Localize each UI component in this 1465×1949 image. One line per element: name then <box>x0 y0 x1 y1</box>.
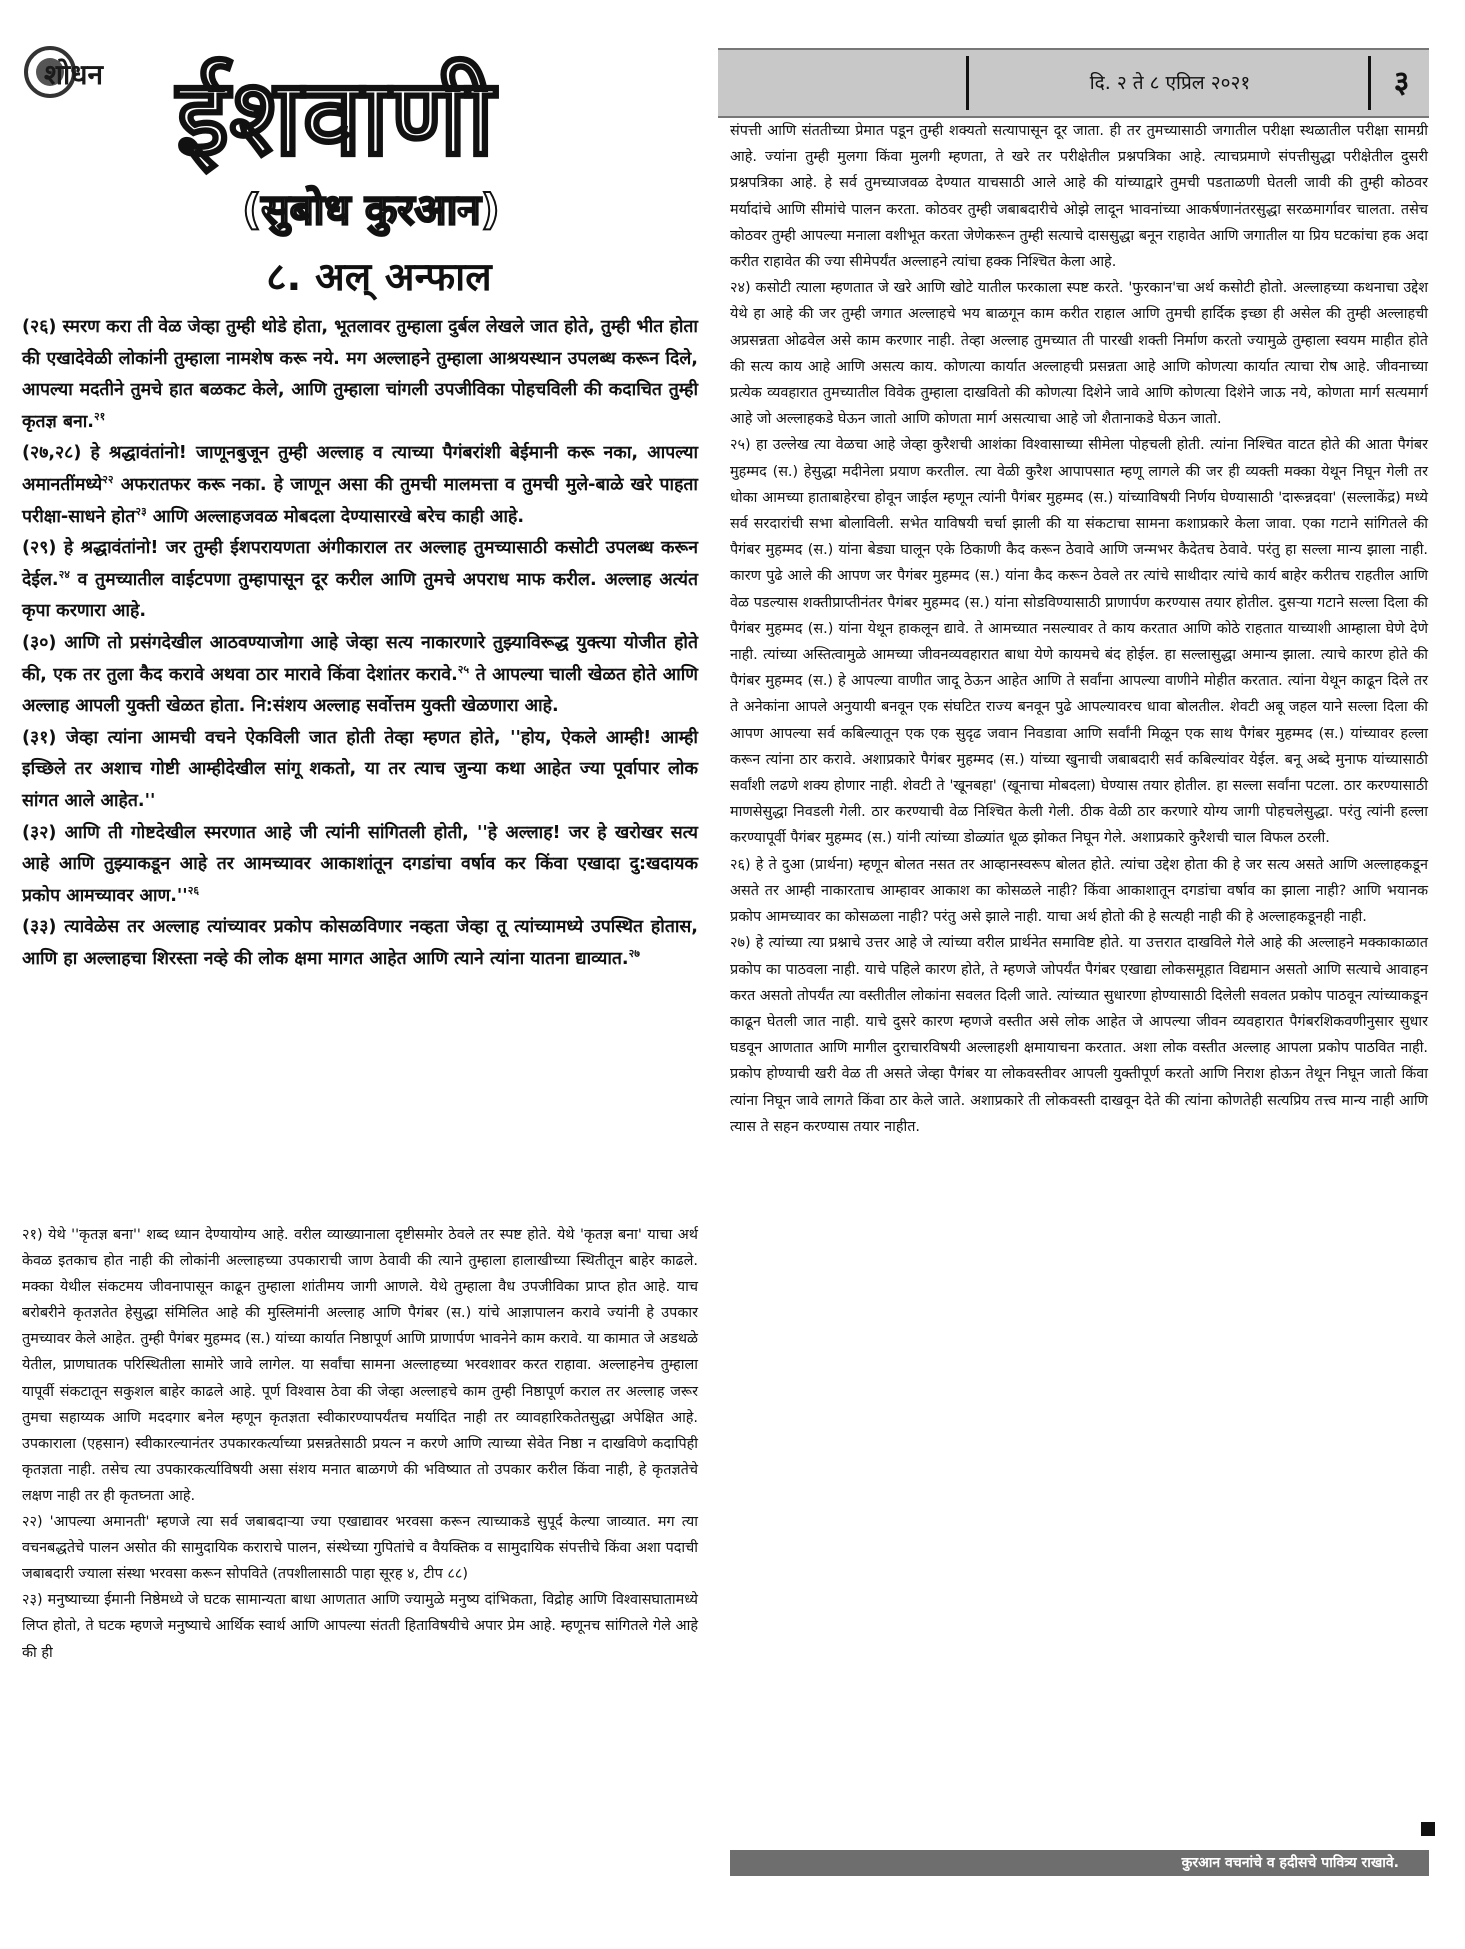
verse-text: (३२) आणि ती गोष्टदेखील स्मरणात आहे जी त्यांनी सांगितली होती, ''हे अल्लाह! जर हे खरोखर सत्य आहे आणि तुझ्याकडून आहे तर आमच्यावर आकाशांतून दगडांचा वर्षाव कर किंवा एखादा दु:खदायक प्रकोप आमच्यावर आण.'' <box>22 822 698 906</box>
footnote-paragraph: २३) मनुष्याच्या ईमानी निष्ठेमध्ये जे घटक सामान्यता बाधा आणतात आणि ज्यामुळे मनुष्य दांभिकता, विद्रोह आणि विश्वासघातामध्ये लिप्त होतो, ते घटक म्हणजे मनुष्याचे आर्थिक स्वार्थ आणि आपल्या संतती हिताविषयीचे अपार प्रेम आहे. म्हणूनच सांगितले गेले आहे की ही <box>22 1592 698 1661</box>
footnote-paragraph: २५) हा उल्लेख त्या वेळचा आहे जेव्हा कुरैशची आशंका विश्वासाच्या सीमेला पोहचली होती. त्यांना निश्चित वाटत होते की आता पैगंबर मुहम्मद (स.) हेसुद्धा मदीनेला प्रयाण करतील. त्या वेळी कुरैश आपापसात म्हणू लागले की जर ही व्यक्ती मक्का येथून निघून गेली तर धोका आमच्या हाताबाहेरचा होवून जाईल म्हणून त्यांनी पैगंबर मुहम्मद (स.) यांच्याविषयी निर्णय घेण्यासाठी 'दारून्नदवा' (सल्लाकेंद्र) मध्ये सर्व सरदारांची सभा बोलाविली. सभेत याविषयी चर्चा झाली की या संकटाचा सामना कशाप्रकारे केला जावा. एका गटाने सांगितले की पैगंबर मुहम्मद (स.) यांना बेड्या घालून एके ठिकाणी कैद करून ठेवावे आणि जन्मभर कैदेतच ठेवावे. परंतु हा सल्ला मान्य झाला नाही. कारण पुढे आले की आपण जर पैगंबर मुहम्मद (स.) यांना कैद करून ठेवले तर त्यांचे साथीदार त्यांचे कार्य बाहेर करीतच राहतील आणि वेळ पडल्यास शक्तीप्राप्तीनंतर पैगंबर मुहम्मद (स.) यांना सोडविण्यासाठी प्राणार्पण करण्यास तयार होतील. दुसऱ्या गटाने सल्ला दिला की पैगंबर मुहम्मद (स.) यांना येथून हाकलून द्यावे. ते आमच्यात नसल्यावर ते काय करतात आणि कोठे राहतात याच्याशी आम्हाला घेणे देणे नाही. त्यांच्या अस्तित्वामुळे आमच्या जीवनव्यवहारात बाधा येणे कायमचे बंद होईल. हा सल्लासुद्धा अमान्य झाला. त्याचे कारण होते की पैगंबर मुहम्मद (स.) हे आपल्या वाणीत जादू ठेऊन आहेत आणि ते सर्वांना आपल्या वाणीने मोहीत करतात. त्यांना येथून काढून दिले तर ते अनेकांना आपले अनुयायी बनवून एक संघटित राज्य बनवून पुढे आपल्यावरच धावा बोलतील. शेवटी अबू जहल याने सल्ला दिला की आपण आपल्या सर्व कबिल्यातून एक एक सुदृढ जवान निवडावा आणि सर्वांनी मिळून एक साथ पैगंबर मुहम्मद (स.) यांच्यावर हल्ला करून त्यांना ठार करावे. अशाप्रकारे पैगंबर मुहम्मद (स.) यांच्या खुनाची जबाबदारी सर्व कबिल्यांवर येईल. बनू अब्दे मुनाफ यांच्यासाठी सर्वांशी लढणे शक्य होणार नाही. शेवटी ते 'खूनबहा' (खूनाचा मोबदला) घेण्यास तयार होतील. हा सल्ला सर्वांना पटला. ठार करण्यासाठी माणसेसुद्धा निवडली गेली. ठार करण्याची वेळ निश्चित केली गेली. ठीक वेळी ठार करणारे योग्य जागी पोहचलेसुद्धा. परंतु त्यांनी हल्ला करण्यापूर्वी पैगंबर मुहम्मद (स.) यांनी त्यांच्या डोळ्यांत धूळ झोकत निघून गेले. अशाप्रकारे कुरैशची चाल विफल ठरली. <box>730 437 1428 847</box>
logo-text: शोधन <box>44 58 104 91</box>
footer-notice: कुरआन वचनांचे व हदीसचे पावित्र्य राखावे. <box>730 1850 1429 1876</box>
masthead-subtitle: (सुबोध कुरआन) <box>242 185 500 234</box>
footnotes-column <box>22 1222 698 1666</box>
footnote-ref: २५ <box>457 662 470 676</box>
verse-text: (२९) हे श्रद्धावंतांनो! जर तुम्ही ईशपरायणता अंगीकाराल तर अल्लाह तुमच्यासाठी कसोटी उपलब्ध करून देईल. <box>22 538 698 590</box>
verse-paragraph <box>22 438 698 533</box>
verses-column <box>22 312 698 975</box>
page-number: ३ <box>1393 65 1410 100</box>
header-divider <box>966 56 969 110</box>
issue-date: दि. २ ते ८ एप्रिल २०२१ <box>1089 72 1251 94</box>
footnote-paragraph: २४) कसोटी त्याला म्हणतात जे खरे आणि खोटे यातील फरकाला स्पष्ट करते. 'फुरकान'चा अर्थ कसोटी होतो. अल्लाहच्या कथनाचा उद्देश येथे हा आहे की जर तुम्ही जगात अल्लाहचे भय बाळगून काम करीत राहाल आणि तुमची हार्दिक इच्छा ही असेल की तुम्ही अल्लाहची अप्रसन्नता ओढवेल असे काम करणार नाही. तेव्हा अल्लाह तुमच्यात ती पारखी शक्ती निर्माण करतो ज्यामुळे तुम्हाला स्वयम माहीत होते की सत्य काय आहे आणि असत्य काय. कोणत्या कार्यात अल्लाहची प्रसन्नता आहे आणि कोणत्या कार्यात त्याचा रोष आहे. जीवनाच्या प्रत्येक व्यवहारात तुमच्यातील विवेक तुम्हाला दाखवितो की कोणत्या दिशेने जावे आणि कोणत्या दिशेने जाऊ नये, कोणता मार्ग सत्यमार्ग आहे जो अल्लाहकडे घेऊन जातो आणि कोणता मार्ग असत्याचा आहे जो शैतानाकडे घेऊन जातो. <box>730 280 1429 428</box>
verse-text: व तुमच्यातील वाईटपणा तुम्हापासून दूर करील आणि तुमचे अपराध माफ करील. अल्लाह अत्यंत कृपा करणारा आहे. <box>22 569 698 622</box>
masthead-title: ईशवाणी <box>176 56 496 179</box>
footnote-ref: २७ <box>628 947 640 961</box>
verse-text: (३१) जेव्हा त्यांना आमची वचने ऐकविली जात होती तेव्हा म्हणत होते, ''होय, ऐकले आम्ही! आम्ही इच्छिले तर अशाच गोष्टी आम्हीदेखील सांगू शकतो, या तर त्याच जुन्या कथा आहेत ज्या पूर्वापार लोक सांगत आले आहेत.'' <box>22 727 698 811</box>
footnote-paragraph: २२) 'आपल्या अमानती' म्हणजे त्या सर्व जबाबदाऱ्या ज्या एखाद्यावर भरवसा करून त्याच्याकडे सुपूर्द केल्या जाव्यात. मग त्या वचनबद्धतेचे पालन असोत की सामुदायिक कराराचे पालन, संस्थेच्या गुपितांचे व वैयक्तिक व सामुदायिक संपत्तीचे किंवा अशा पदाची जबाबदारी ज्याला संस्था भरवसा करून सोपविते (तपशीलासाठी पाहा सूरह ४, टीप ८८) <box>22 1514 698 1583</box>
footnote-paragraph: २७) हे त्यांच्या त्या प्रश्नाचे उत्तर आहे जे त्यांच्या वरील प्रार्थनेत समाविष्ट होते. या उत्तरात दाखविले गेले आहे की अल्लाहने मक्काकाळात प्रकोप का पाठवला नाही. याचे पहिले कारण होते, ते म्हणजे जोपर्यंत पैगंबर एखाद्या लोकसमूहात विद्यमान असतो आणि सत्याचे आवाहन करत असतो तोपर्यंत त्या वस्तीतील लोकांना सवलत दिली जाते. त्यांच्यात सुधारणा होण्यासाठी दिलेली सवलत प्रकोप पाठवून त्यांच्याकडून काढून घेतली जात नाही. याचे दुसरे कारण म्हणजे वस्तीत असे लोक आहेत जे आपल्या जीवन व्यवहारात पैगंबरशिकवणीनुसार सुधार घडवून आणतात आणि मागील दुराचारविषयी अल्लाहशी क्षमायाचना करतात. अशा लोक वस्तीत अल्लाह आपला प्रकोप पाठवित नाही. प्रकोप होण्याची खरी वेळ ती असते जेव्हा पैगंबर या लोकवस्तीवर आपली युक्तीपूर्ण करतो आणि निराश होऊन तेथून निघून जातो किंवा त्यांना निघून जावे लागते किंवा ठार केले जाते. अशाप्रकारे ती लोकवस्ती दाखवून देते की त्यांना कोणतेही सत्यप्रिय तत्त्व मान्य नाही आणि त्यास ते सहन करण्यास तयार नाहीत. <box>730 935 1428 1135</box>
verse-paragraph <box>22 818 698 913</box>
verse-text: (२७,२८) हे श्रद्धावंतांनो! जाणूनबुजून तुम्ही अल्लाह व त्याच्या पैगंबरांशी बेईमानी करू नका, आपल्या अमानतींमध्ये <box>22 443 698 495</box>
footnote-paragraph: २६) हे ते दुआ (प्रार्थना) म्हणून बोलत नसत तर आव्हानस्वरूप बोलत होते. त्यांचा उद्देश होता की हे जर सत्य असते आणि अल्लाहकडून असते तर आम्ही नाकारताच आम्हावर आकाश का कोसळले नाही? किंवा आकाशातून दगडांचा वर्षाव का झाला नाही? आणि भयानक प्रकोप आमच्यावर का कोसळला नाही? परंतु असे झाले नाही. याचा अर्थ होतो की हे सत्यही नाही की हे अल्लाहकडूनही नाही. <box>730 856 1428 926</box>
footnote-paragraph: संपत्ती आणि संततीच्या प्रेमात पडून तुम्ही शक्यतो सत्यापासून दूर जाता. ही तर तुमच्यासाठी जगातील परीक्षा स्थळातील परीक्षा सामग्री आहे. ज्यांना तुम्ही मुलगा किंवा मुलगी म्हणता, ते खरे तर परीक्षेतील प्रश्नपत्रिका आहे. त्याचप्रमाणे संपत्तीसुद्धा परीक्षेतील दुसरी प्रश्नपत्रिका आहे. हे सर्व तुमच्याजवळ देण्यात याचसाठी आले आहे की यांच्याद्वारे तुमची पडताळणी घेतली जावी की तुम्ही कोठवर मर्यादांचे आणि सीमांचे पालन करता. कोठवर तुम्ही जबाबदारीचे ओझे लादून भावनांच्या आकर्षणानंतरसुद्धा सरळमार्गावर चालता. तसेच कोठवर तुम्ही आपल्या मनाला वशीभूत करता जेणेकरून तुम्ही सत्याचे दाससुद्धा बनून राहावेत आणि जगातील या प्रिय घटकांचा हक अदा करीत राहावेत की ज्या सीमेपर्यंत अल्लाहने त्यांचा हक्क निश्चित केला आहे. <box>730 123 1428 271</box>
verse-text: अफरातफर करू नका. हे जाणून असा की तुमची मालमत्ता व तुमची मुले-बाळे खरे पाहता परीक्षा-साधने होत <box>22 474 698 527</box>
commentary-column <box>730 118 1428 1140</box>
footnote-ref: २१ <box>94 409 106 423</box>
footnote-paragraph: २१) येथे ''कृतज्ञ बना'' शब्द ध्यान देण्यायोग्य आहे. वरील व्याख्यानाला दृष्टीसमोर ठेवले तर स्पष्ट होते. येथे 'कृतज्ञ बना' याचा अर्थ केवळ इतकाच होत नाही की लोकांनी अल्लाहच्या उपकाराची जाण ठेवावी की त्याने तुम्हाला हालाखीच्या स्थितीतून बाहेर काढले. मक्का येथील संकटमय जीवनापासून काढून तुम्हाला शांतीमय जागी आणले. येथे तुम्हाला वैध उपजीविका प्राप्त होत आहे. याच बरोबरीने कृतज्ञतेत हेसुद्धा संमिलित आहे की मुस्लिमांनी अल्लाह आणि पैगंबर (स.) यांचे आज्ञापालन करावे ज्यांनी हे उपकार तुमच्यावर केले आहेत. तुम्ही पैगंबर मुहम्मद (स.) यांच्या कार्यात निष्ठापूर्ण आणि प्राणार्पण भावनेने काम करावे. या कामात जे अडथळे येतील, प्राणघातक परिस्थितीला सामोरे जावे लागेल. या सर्वांचा सामना अल्लाहच्या भरवशावर करत राहावा. अल्लाहनेच तुम्हाला यापूर्वी संकटातून सकुशल बाहेर काढले आहे. पूर्ण विश्वास ठेवा की जेव्हा अल्लाहचे काम तुम्ही निष्ठापूर्ण कराल तर अल्लाह जरूर तुमचा सहाय्यक आणि मददगार बनेल म्हणून कृतज्ञता स्वीकारण्यापर्यंतच मर्यादित नाही तर व्यावहारिकतेतसुद्धा अपेक्षित आहे. उपकाराला (एहसान) स्वीकारल्यानंतर उपकारकर्त्याच्या प्रसन्नतेसाठी प्रयत्न न करणे आणि त्याच्या सेवेत निष्ठा न दाखविणे कदापिही कृतज्ञता नाही. तसेच त्या उपकारकर्त्याविषयी असा संशय मनात बाळगणे की भविष्यात तो उपकार करील किंवा नाही, हे कृतज्ञतेचे लक्षण नाही तर ही कृतघ्नता आहे. <box>22 1227 698 1504</box>
footnote-ref: २४ <box>58 567 70 581</box>
footnote-ref: २२ <box>102 473 114 487</box>
verse-text: (३३) त्यावेळेस तर अल्लाह त्यांच्यावर प्रकोप कोसळविणार नव्हता जेव्हा तू त्यांच्यामध्ये उपस्थित होतास, आणि हा अल्लाहचा शिरस्ता नव्हे की लोक क्षमा मागत आहेत आणि त्याने त्यांना यातना द्याव्यात. <box>22 917 698 969</box>
logo-mark-icon <box>22 44 134 100</box>
verse-paragraph <box>22 723 698 818</box>
end-of-article-mark <box>1421 1822 1435 1836</box>
verse-text: ते आपल्या चाली खेळत होते आणि अल्लाह आपली युक्ती खेळत होता. नि:संशय अल्लाह सर्वोत्तम युक्ती खेळणारा आहे. <box>22 664 698 717</box>
verse-text: (२६) स्मरण करा ती वेळ जेव्हा तुम्ही थोडे होता, भूतलावर तुम्हाला दुर्बल लेखले जात होते, तुम्ही भीत होता की एखादेवेळी लोकांनी तुम्हाला नामशेष करू नये. मग अल्लाहने तुम्हाला आश्रयस्थान उपलब्ध करून दिले, आपल्या मदतीने तुमचे हात बळकट केले, आणि तुम्हाला चांगली उपजीविका पोहचविली की कदाचित तुम्ही कृतज्ञ बना. <box>22 317 698 432</box>
footnote-ref: २६ <box>187 883 200 897</box>
verse-paragraph <box>22 628 698 723</box>
verse-paragraph <box>22 312 698 438</box>
verse-paragraph <box>22 912 698 975</box>
footnote-ref: २३ <box>135 504 147 518</box>
verse-text: (३०) आणि तो प्रसंगदेखील आठवण्याजोगा आहे जेव्हा सत्य नाकारणारे तुझ्याविरूद्ध युक्त्या योजीत होते की, एक तर तुला कैद करावे अथवा ठार मारावे किंवा देशांतर करावे. <box>22 632 698 685</box>
header-date-bar <box>718 48 1429 118</box>
verse-text: आणि अल्लाहजवळ मोबदला देण्यासारखे बरेच काही आहे. <box>146 506 525 527</box>
header-divider <box>1368 56 1371 110</box>
chapter-heading: ८. अल् अन्फाल <box>266 255 492 300</box>
publication-logo <box>22 44 134 100</box>
verse-paragraph <box>22 533 698 628</box>
